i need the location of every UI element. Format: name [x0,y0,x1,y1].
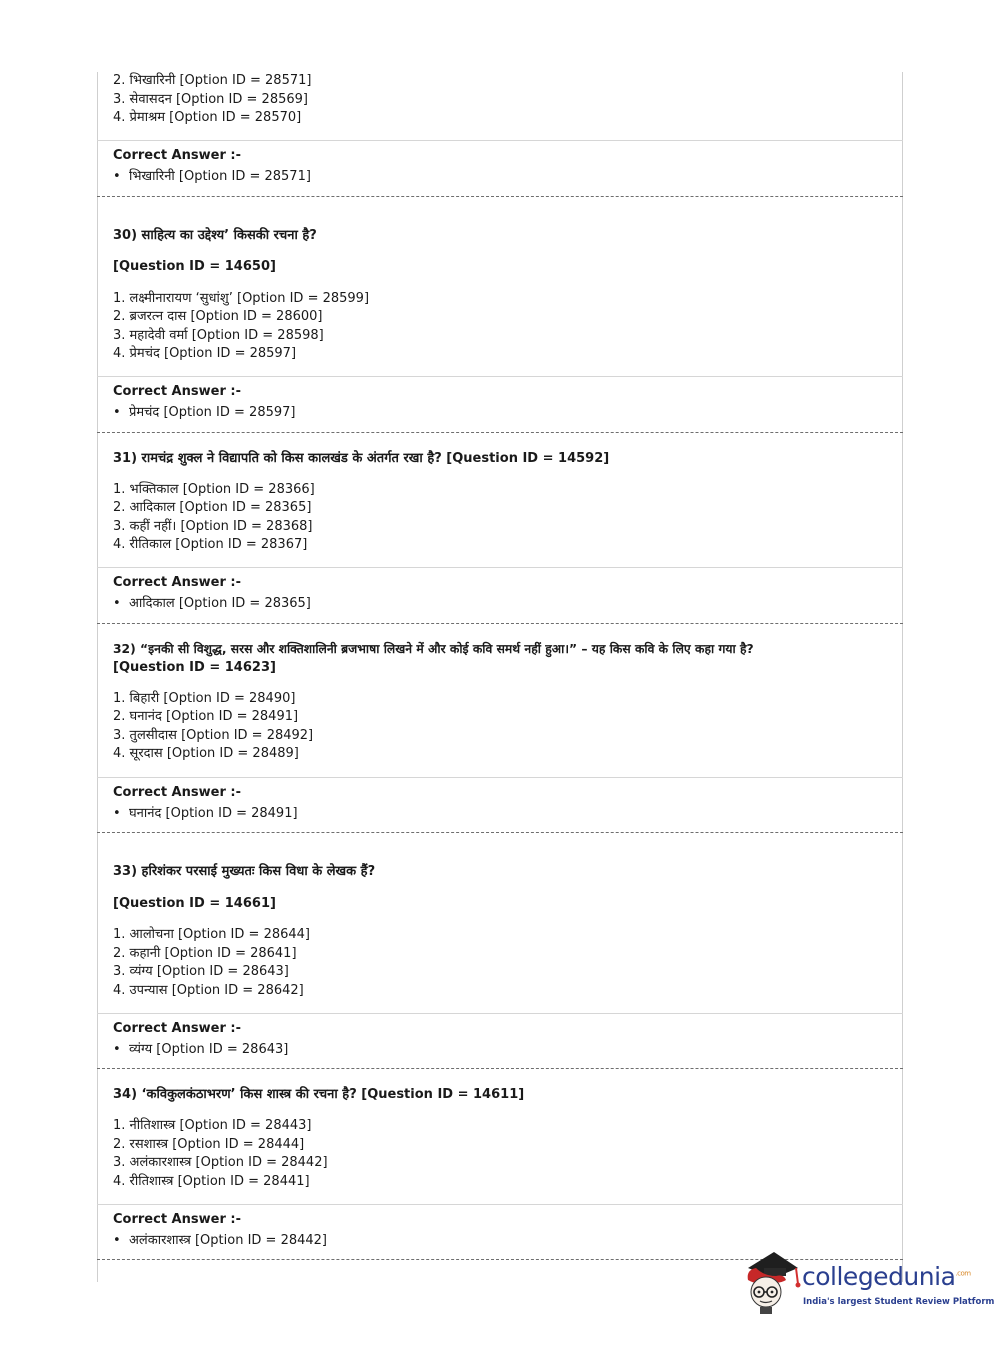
correct-answer-text: आदिकाल [Option ID = 28365] [129,596,311,611]
correct-answer-label: Correct Answer :- [113,575,241,590]
option-line: 2. भिखारिनी [Option ID = 28571] [113,73,312,88]
option-line: 2. आदिकाल [Option ID = 28365] [113,500,312,515]
correct-answer-value [113,1232,327,1250]
correct-answer-value [113,1041,288,1059]
correct-answer-text: अलंकारशास्त्र [Option ID = 28442] [129,1233,328,1248]
option-line: 2. ब्रजरत्न दास [Option ID = 28600] [113,309,323,324]
section-divider [97,1204,903,1205]
option-line: 2. घनानंद [Option ID = 28491] [113,709,299,724]
option-line: 4. रीतिकाल [Option ID = 28367] [113,537,308,552]
section-divider [97,140,903,141]
correct-answer-value [113,595,311,613]
section-divider [97,376,903,377]
bullet: • [113,1233,121,1248]
logo-wordmark [802,1262,971,1291]
logo-suffix: .com [955,1269,971,1278]
question-title: 30) साहित्य का उद्देश्य’ किसकी रचना है? [113,228,317,243]
correct-answer-label: Correct Answer :- [113,148,241,163]
option-line: 3. कहीं नहीं। [Option ID = 28368] [113,519,313,534]
correct-answer-text: प्रेमचंद [Option ID = 28597] [129,405,296,420]
section-divider [97,567,903,568]
question-title: 34) ‘कविकुलकंठाभरण’ किस शास्त्र की रचना है? [Question ID = 14611] [113,1087,525,1102]
question-separator [97,196,903,197]
option-line: 3. सेवासदन [Option ID = 28569] [113,92,308,107]
option-line: 3. व्यंग्य [Option ID = 28643] [113,964,289,979]
question-separator [97,832,903,833]
section-divider [97,777,903,778]
question-separator [97,623,903,624]
collegedunia-logo[interactable] [740,1246,995,1316]
bullet: • [113,1042,121,1057]
option-line: 4. प्रेमाश्रम [Option ID = 28570] [113,110,302,125]
option-line: 1. नीतिशास्त्र [Option ID = 28443] [113,1118,312,1133]
bullet: • [113,405,121,420]
question-separator [97,432,903,433]
option-line: 1. लक्ष्मीनारायण ‘सुधांशु’ [Option ID = 28599] [113,291,370,306]
correct-answer-text: व्यंग्य [Option ID = 28643] [129,1042,289,1057]
correct-answer-text: घनानंद [Option ID = 28491] [129,806,298,821]
correct-answer-value [113,404,295,422]
correct-answer-text: भिखारिनी [Option ID = 28571] [129,169,311,184]
correct-answer-value [113,805,298,823]
option-line: 1. भक्तिकाल [Option ID = 28366] [113,482,315,497]
question-id: [Question ID = 14623] [113,660,276,675]
question-id: [Question ID = 14661] [113,896,276,911]
bullet: • [113,806,121,821]
section-divider [97,1013,903,1014]
option-line: 3. अलंकारशास्त्र [Option ID = 28442] [113,1155,328,1170]
option-line: 1. बिहारी [Option ID = 28490] [113,691,296,706]
logo-tagline: India's largest Student Review Platform [803,1297,995,1307]
option-line: 4. प्रेमचंद [Option ID = 28597] [113,346,297,361]
correct-answer-label: Correct Answer :- [113,384,241,399]
correct-answer-label: Correct Answer :- [113,1212,241,1227]
option-line: 1. आलोचना [Option ID = 28644] [113,927,310,942]
question-id: [Question ID = 14650] [113,259,276,274]
option-line: 4. उपन्यास [Option ID = 28642] [113,983,304,998]
logo-name: collegedunia [802,1262,956,1291]
question-title: 33) हरिशंकर परसाई मुख्यतः किस विधा के लेखक हैं? [113,864,376,879]
bullet: • [113,169,121,184]
correct-answer-label: Correct Answer :- [113,785,241,800]
option-line: 3. महादेवी वर्मा [Option ID = 28598] [113,328,324,343]
question-separator [97,1068,903,1069]
option-line: 2. रसशास्त्र [Option ID = 28444] [113,1137,305,1152]
correct-answer-value [113,168,311,186]
question-title: 31) रामचंद्र शुक्ल ने विद्यापति को किस कालखंड के अंतर्गत रखा है? [Question ID = 14592] [113,451,610,466]
option-line: 2. कहानी [Option ID = 28641] [113,946,297,961]
option-line: 4. रीतिशास्त्र [Option ID = 28441] [113,1174,310,1189]
correct-answer-label: Correct Answer :- [113,1021,241,1036]
option-line: 4. सूरदास [Option ID = 28489] [113,746,299,761]
bullet: • [113,596,121,611]
option-line: 3. तुलसीदास [Option ID = 28492] [113,728,314,743]
question-title: 32) “इनकी सी विशुद्ध, सरस और शक्तिशालिनी ब्रजभाषा लिखने में और कोई कवि समर्थ नहीं हुआ।” – यह किस कवि के लिए कहा गया है? [113,642,754,656]
student-mascot-icon [740,1246,802,1316]
